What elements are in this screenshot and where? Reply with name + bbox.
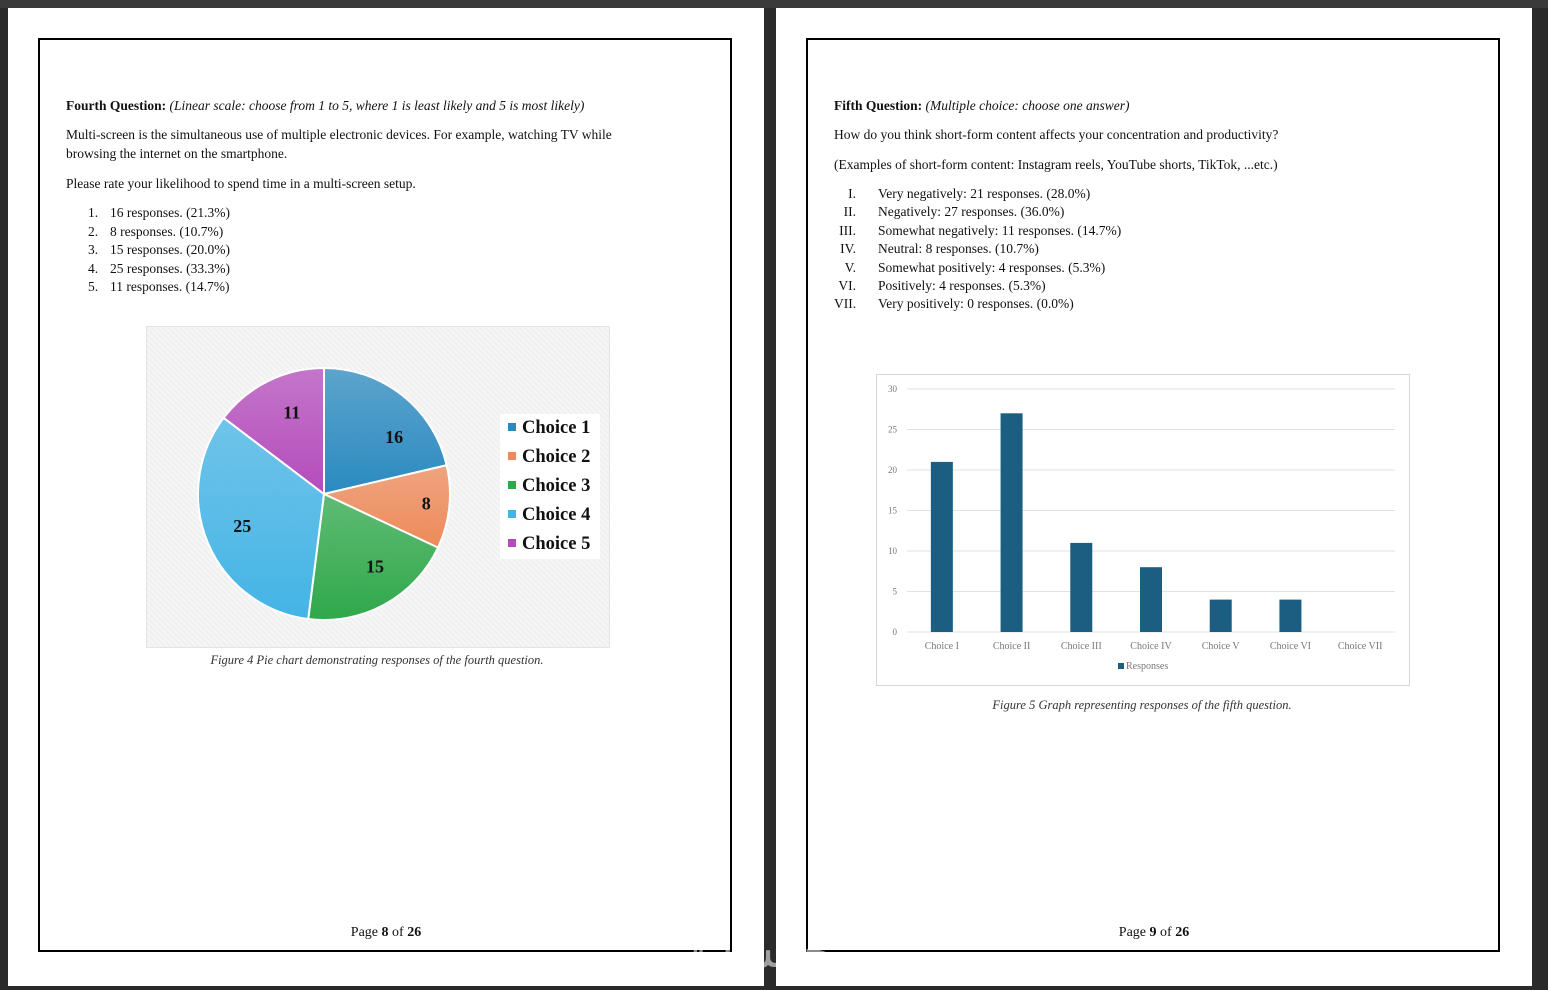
y-tick-label: 15 bbox=[888, 505, 897, 516]
question-title: Fourth Question: bbox=[66, 98, 167, 113]
question-title: Fifth Question: bbox=[834, 98, 923, 113]
y-tick-label: 0 bbox=[892, 627, 897, 637]
bar bbox=[931, 462, 953, 632]
page-footer: Page 9 of 26 bbox=[1118, 925, 1190, 940]
question-description: How do you think short-form content affects your concentration and productivity? bbox=[834, 127, 1279, 142]
x-tick-label: Choice VI bbox=[1269, 641, 1312, 652]
pie-data-label: 11 bbox=[283, 402, 301, 423]
x-tick-label: Choice V bbox=[1201, 641, 1240, 652]
list-item: 5. 11 responses. (14.7%) bbox=[88, 279, 230, 295]
figure-caption: Figure 5 Graph representing responses of the fifth question. bbox=[992, 698, 1292, 712]
watermark-logo: خمسات bbox=[678, 924, 832, 978]
list-item: 1. 16 responses. (21.3%) bbox=[88, 205, 230, 220]
list-item: II. Negatively: 27 responses. (36.0%) bbox=[843, 204, 1065, 220]
document-page-9 bbox=[776, 8, 1532, 986]
bar-chart bbox=[877, 375, 1409, 685]
y-tick-label: 10 bbox=[888, 546, 897, 556]
list-item: III. Somewhat negatively: 11 responses. (14.7%) bbox=[839, 222, 1122, 238]
bar bbox=[1210, 600, 1232, 632]
legend-item: Choice 4 bbox=[508, 505, 590, 526]
pie-data-label: 25 bbox=[233, 516, 252, 537]
page-content bbox=[834, 96, 1414, 314]
list-item: 2. 8 responses. (10.7%) bbox=[88, 223, 224, 239]
list-item: VI. Positively: 4 responses. (5.3%) bbox=[838, 278, 1046, 294]
question-prompt: Please rate your likelihood to spend time in a multi-screen setup. bbox=[66, 176, 416, 191]
bar-chart-area bbox=[876, 374, 1410, 686]
pie-data-label: 16 bbox=[385, 427, 404, 448]
page-number: 8 bbox=[381, 925, 389, 940]
bar bbox=[1070, 543, 1092, 632]
page-total: 26 bbox=[1175, 925, 1190, 940]
question-heading bbox=[66, 96, 646, 115]
x-tick-label: Choice VII bbox=[1337, 641, 1383, 652]
list-item: V. Somewhat positively: 4 responses. (5.3%) bbox=[844, 259, 1106, 275]
x-tick-label: Choice II bbox=[992, 641, 1031, 652]
list-item: I. Very negatively: 21 responses. (28.0%) bbox=[848, 186, 1091, 201]
legend-label: Responses bbox=[1126, 661, 1169, 672]
question-heading bbox=[834, 96, 1414, 115]
y-tick-label: 5 bbox=[892, 586, 897, 597]
page-footer: Page 8 of 26 bbox=[350, 925, 422, 940]
x-tick-label: Choice III bbox=[1060, 641, 1102, 652]
x-tick-label: Choice I bbox=[924, 641, 959, 652]
y-tick-label: 30 bbox=[888, 384, 897, 394]
bar bbox=[1279, 600, 1301, 632]
legend-item: Choice 2 bbox=[508, 447, 590, 468]
pie-data-label: 15 bbox=[365, 556, 384, 577]
question-examples: (Examples of short-form content: Instagram reels, YouTube shorts, TikTok, ...etc.) bbox=[834, 157, 1278, 172]
pie-legend bbox=[500, 414, 600, 559]
legend-item: Choice 5 bbox=[508, 534, 590, 555]
list-item: 4. 25 responses. (33.3%) bbox=[88, 260, 230, 276]
list-item: IV. Neutral: 8 responses. (10.7%) bbox=[840, 241, 1039, 257]
response-list bbox=[66, 204, 646, 297]
list-item: 3. 15 responses. (20.0%) bbox=[88, 242, 230, 258]
response-list bbox=[834, 185, 1414, 314]
document-page-8 bbox=[8, 8, 764, 986]
legend-swatch bbox=[1118, 663, 1124, 669]
legend-item: Choice 3 bbox=[508, 476, 590, 497]
viewer-top-bar bbox=[0, 0, 1548, 8]
question-description: Multi-screen is the simultaneous use of multiple electronic devices. For example, watching TV while browsing the internet on the smartphone. bbox=[66, 127, 612, 161]
page-number: 9 bbox=[1149, 925, 1157, 940]
bar bbox=[1140, 567, 1162, 632]
y-tick-label: 20 bbox=[888, 465, 897, 475]
y-tick-label: 25 bbox=[888, 424, 897, 435]
page-content bbox=[66, 96, 646, 297]
question-type: (Multiple choice: choose one answer) bbox=[925, 98, 1130, 113]
page-total: 26 bbox=[407, 925, 422, 940]
bar bbox=[1001, 413, 1023, 632]
figure-caption: Figure 4 Pie chart demonstrating responses of the fourth question. bbox=[210, 653, 544, 667]
pie-data-label: 8 bbox=[421, 493, 431, 514]
question-type: (Linear scale: choose from 1 to 5, where 1 is least likely and 5 is most likely) bbox=[169, 98, 585, 113]
x-tick-label: Choice IV bbox=[1130, 641, 1172, 652]
list-item: VII. Very positively: 0 responses. (0.0%) bbox=[834, 296, 1074, 312]
legend-item: Choice 1 bbox=[508, 418, 590, 439]
